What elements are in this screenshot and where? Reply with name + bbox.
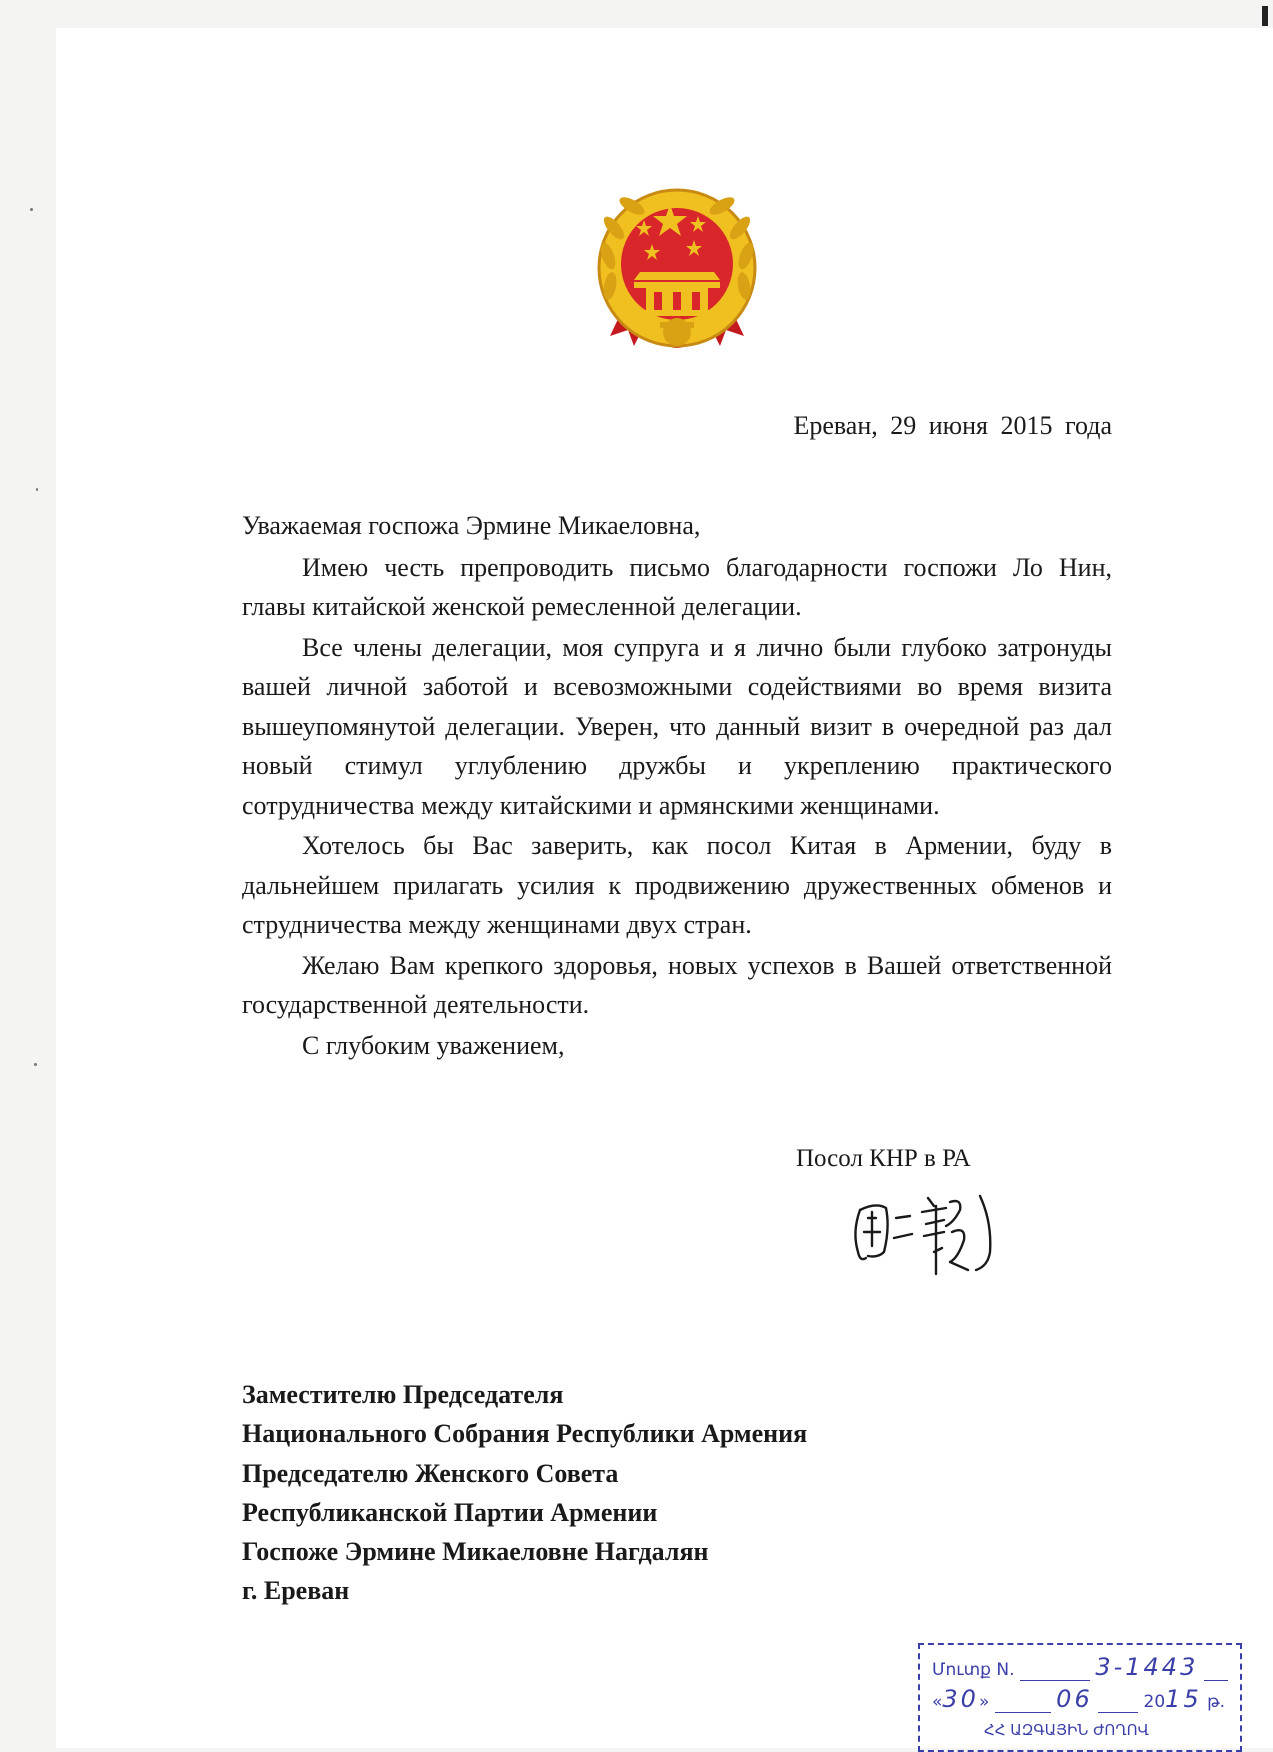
addressee-line: Национального Собрания Республики Армения (242, 1419, 808, 1449)
addressee-line: Республиканской Партии Армении (242, 1497, 658, 1527)
scan-speck (34, 1063, 37, 1066)
stamp-year-prefix: 20 (1143, 1692, 1166, 1712)
letter-paragraph: Имею честь препроводить письмо благодарности госпожи Ло Нин, главы китайской женской ремесленной делегации. (242, 552, 1112, 621)
letter-paragraph: Все члены делегации, моя супруга и я лично были глубоко затронуды вашей личной заботой и всевозможными содействиями во время визита вышеупомянутой делегации. Уверен, что данный визит в очередной раз дал новый стимул углублению дружбы и укреплению практического сотрудничества между китайскими и армянскими женщинами. (242, 632, 1112, 820)
scan-speck (30, 208, 33, 211)
letter-closing: С глубоким уважением, (302, 1030, 565, 1060)
stamp-day: 30 (942, 1685, 979, 1713)
registration-stamp: Մուտք N. 3-1443 «30» 06 2015 թ. ՀՀ ԱԶԳԱՅԻՆ ԺՈՂՈՎ (918, 1643, 1242, 1752)
national-emblem (590, 186, 764, 362)
stamp-bottom-text: ՀՀ ԱԶԳԱՅԻՆ ԺՈՂՈՎ (984, 1721, 1149, 1739)
stamp-month: 06 (1056, 1685, 1093, 1713)
letter-date: Ереван, 29 июня 2015 года (793, 411, 1112, 440)
addressee-line: г. Ереван (242, 1576, 350, 1606)
addressee-line: Заместителю Председателя (242, 1380, 564, 1409)
scan-edge-mark (1262, 6, 1268, 26)
scan-speck (36, 488, 38, 491)
letter-greeting: Уважаемая госпожа Эрмине Микаеловна, (242, 511, 701, 540)
stamp-year-suffix: 15 (1165, 1685, 1202, 1713)
letter-paragraph: Хотелось бы Вас заверить, как посол Китая в Армении, буду в дальнейшем прилагать усилия к продвижению дружественных обменов и струдничества между женщинами двух стран. (242, 831, 1112, 939)
handwritten-signature (846, 1182, 1016, 1307)
stamp-year-unit: թ. (1207, 1692, 1226, 1712)
addressee-block (242, 1375, 942, 1611)
addressee-line: Председателю Женского Совета (242, 1458, 619, 1488)
stamp-number: 3-1443 (1095, 1653, 1199, 1681)
stamp-label: Մուտք N. (932, 1660, 1015, 1680)
letter-paragraph: Желаю Вам крепкого здоровья, новых успехов в Вашей ответственной государственной деятельности. (242, 950, 1112, 1019)
addressee-line: Госпоже Эрмине Микаеловне Нагдалян (242, 1537, 709, 1567)
letter-body (242, 506, 1112, 1066)
signatory-title: Посол КНР в РА (796, 1145, 971, 1172)
